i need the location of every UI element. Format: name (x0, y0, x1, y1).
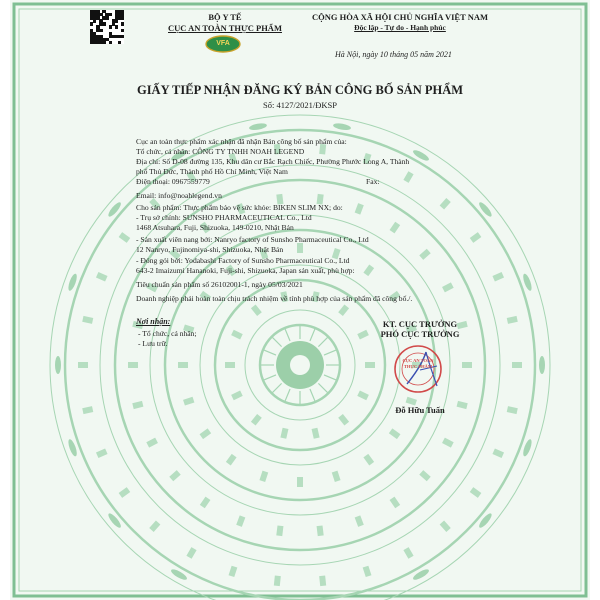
seal-text: CỤC AN TOÀN THỰC PHẨM (402, 358, 434, 369)
nation-motto: Độc lập - Tự do - Hạnh phúc (354, 23, 446, 32)
body-line: 643-2 Imaizumi Hananoki, Fuji-shi, Shizuoka, Japan sản xuất, phù hợp: (136, 266, 355, 275)
body-line: 12 Nanryo, Fujinomiya-shi, Shizuoka, Nhật Bản (136, 245, 284, 254)
body-line: Doanh nghiệp phải hoàn toàn chịu trách nhiệm về tính phù hợp của sản phẩm đã công bố./. (136, 294, 413, 303)
recipient-item: - Tổ chức, cá nhân; (138, 329, 197, 338)
agency-name: CỤC AN TOÀN THỰC PHẨM (168, 23, 282, 33)
signer-position: KT. CỤC TRƯỞNG (382, 319, 458, 329)
body-line: Cho sản phẩm: Thực phẩm bảo vệ sức khỏe: BIKEN SLIM NX; do: (136, 203, 343, 212)
signer-title: PHÓ CỤC TRƯỞNG (380, 329, 460, 339)
recipients-heading: Nơi nhận: (136, 317, 171, 326)
body-line: phố Thủ Đức, Thành phố Hồ Chí Minh, Việt Nam (136, 167, 288, 176)
body-line: Email: info@noahlegend.vn (136, 191, 222, 200)
document-number: Số: 4127/2021/ĐKSP (263, 100, 337, 110)
body-line: Cục an toàn thực phẩm xác nhận đã nhận Bản công bố sản phẩm của: (136, 137, 347, 146)
body-line: Tổ chức, cá nhân: CÔNG TY TNHH NOAH LEGEND (136, 147, 305, 156)
document-title: GIẤY TIẾP NHẬN ĐĂNG KÝ BẢN CÔNG BỐ SẢN PHẨM (136, 83, 464, 97)
qr-code (90, 10, 124, 44)
certificate-document (10, 0, 590, 600)
vfa-logo (205, 35, 241, 53)
official-seal (393, 344, 443, 394)
place-date: Hà Nội, ngày 10 tháng 05 năm 2021 (335, 50, 452, 59)
body-line: - Trụ sở chính: SUNSHO PHARMACEUTICAL Co., Ltd (136, 213, 312, 222)
body-line: Tiêu chuẩn sản phẩm số 26102001-1, ngày 05/03/2021 (136, 280, 303, 289)
fax-label: Fax: (366, 177, 380, 186)
vfa-logo-text: VFA (216, 40, 230, 47)
signer-name: Đỗ Hữu Tuấn (395, 405, 445, 415)
body-line: - Sản xuất viên nang bởi: Nanryo factory of Sunsho Pharmaceutical Co., Ltd (136, 235, 369, 244)
body-line: 1468 Atsuhara, Fuji, Shizuoka, 149-0210, Nhật Bản (136, 223, 294, 232)
recipient-item: - Lưu trữ. (138, 339, 168, 348)
body-line: Điện thoại: 0967559779 (136, 177, 210, 186)
ministry-name: BỘ Y TẾ (208, 12, 242, 22)
body-line: Địa chỉ: Số D-08 đường 135, Khu dân cư Bắc Rạch Chiếc, Phường Phước Long A, Thành (136, 157, 410, 166)
nation-name: CỘNG HÒA XÃ HỘI CHỦ NGHĨA VIỆT NAM (311, 12, 489, 22)
body-line: - Đóng gói bởi: Yodabashi Factory of Sunsho Pharmaceutical Co., Ltd (136, 256, 350, 265)
